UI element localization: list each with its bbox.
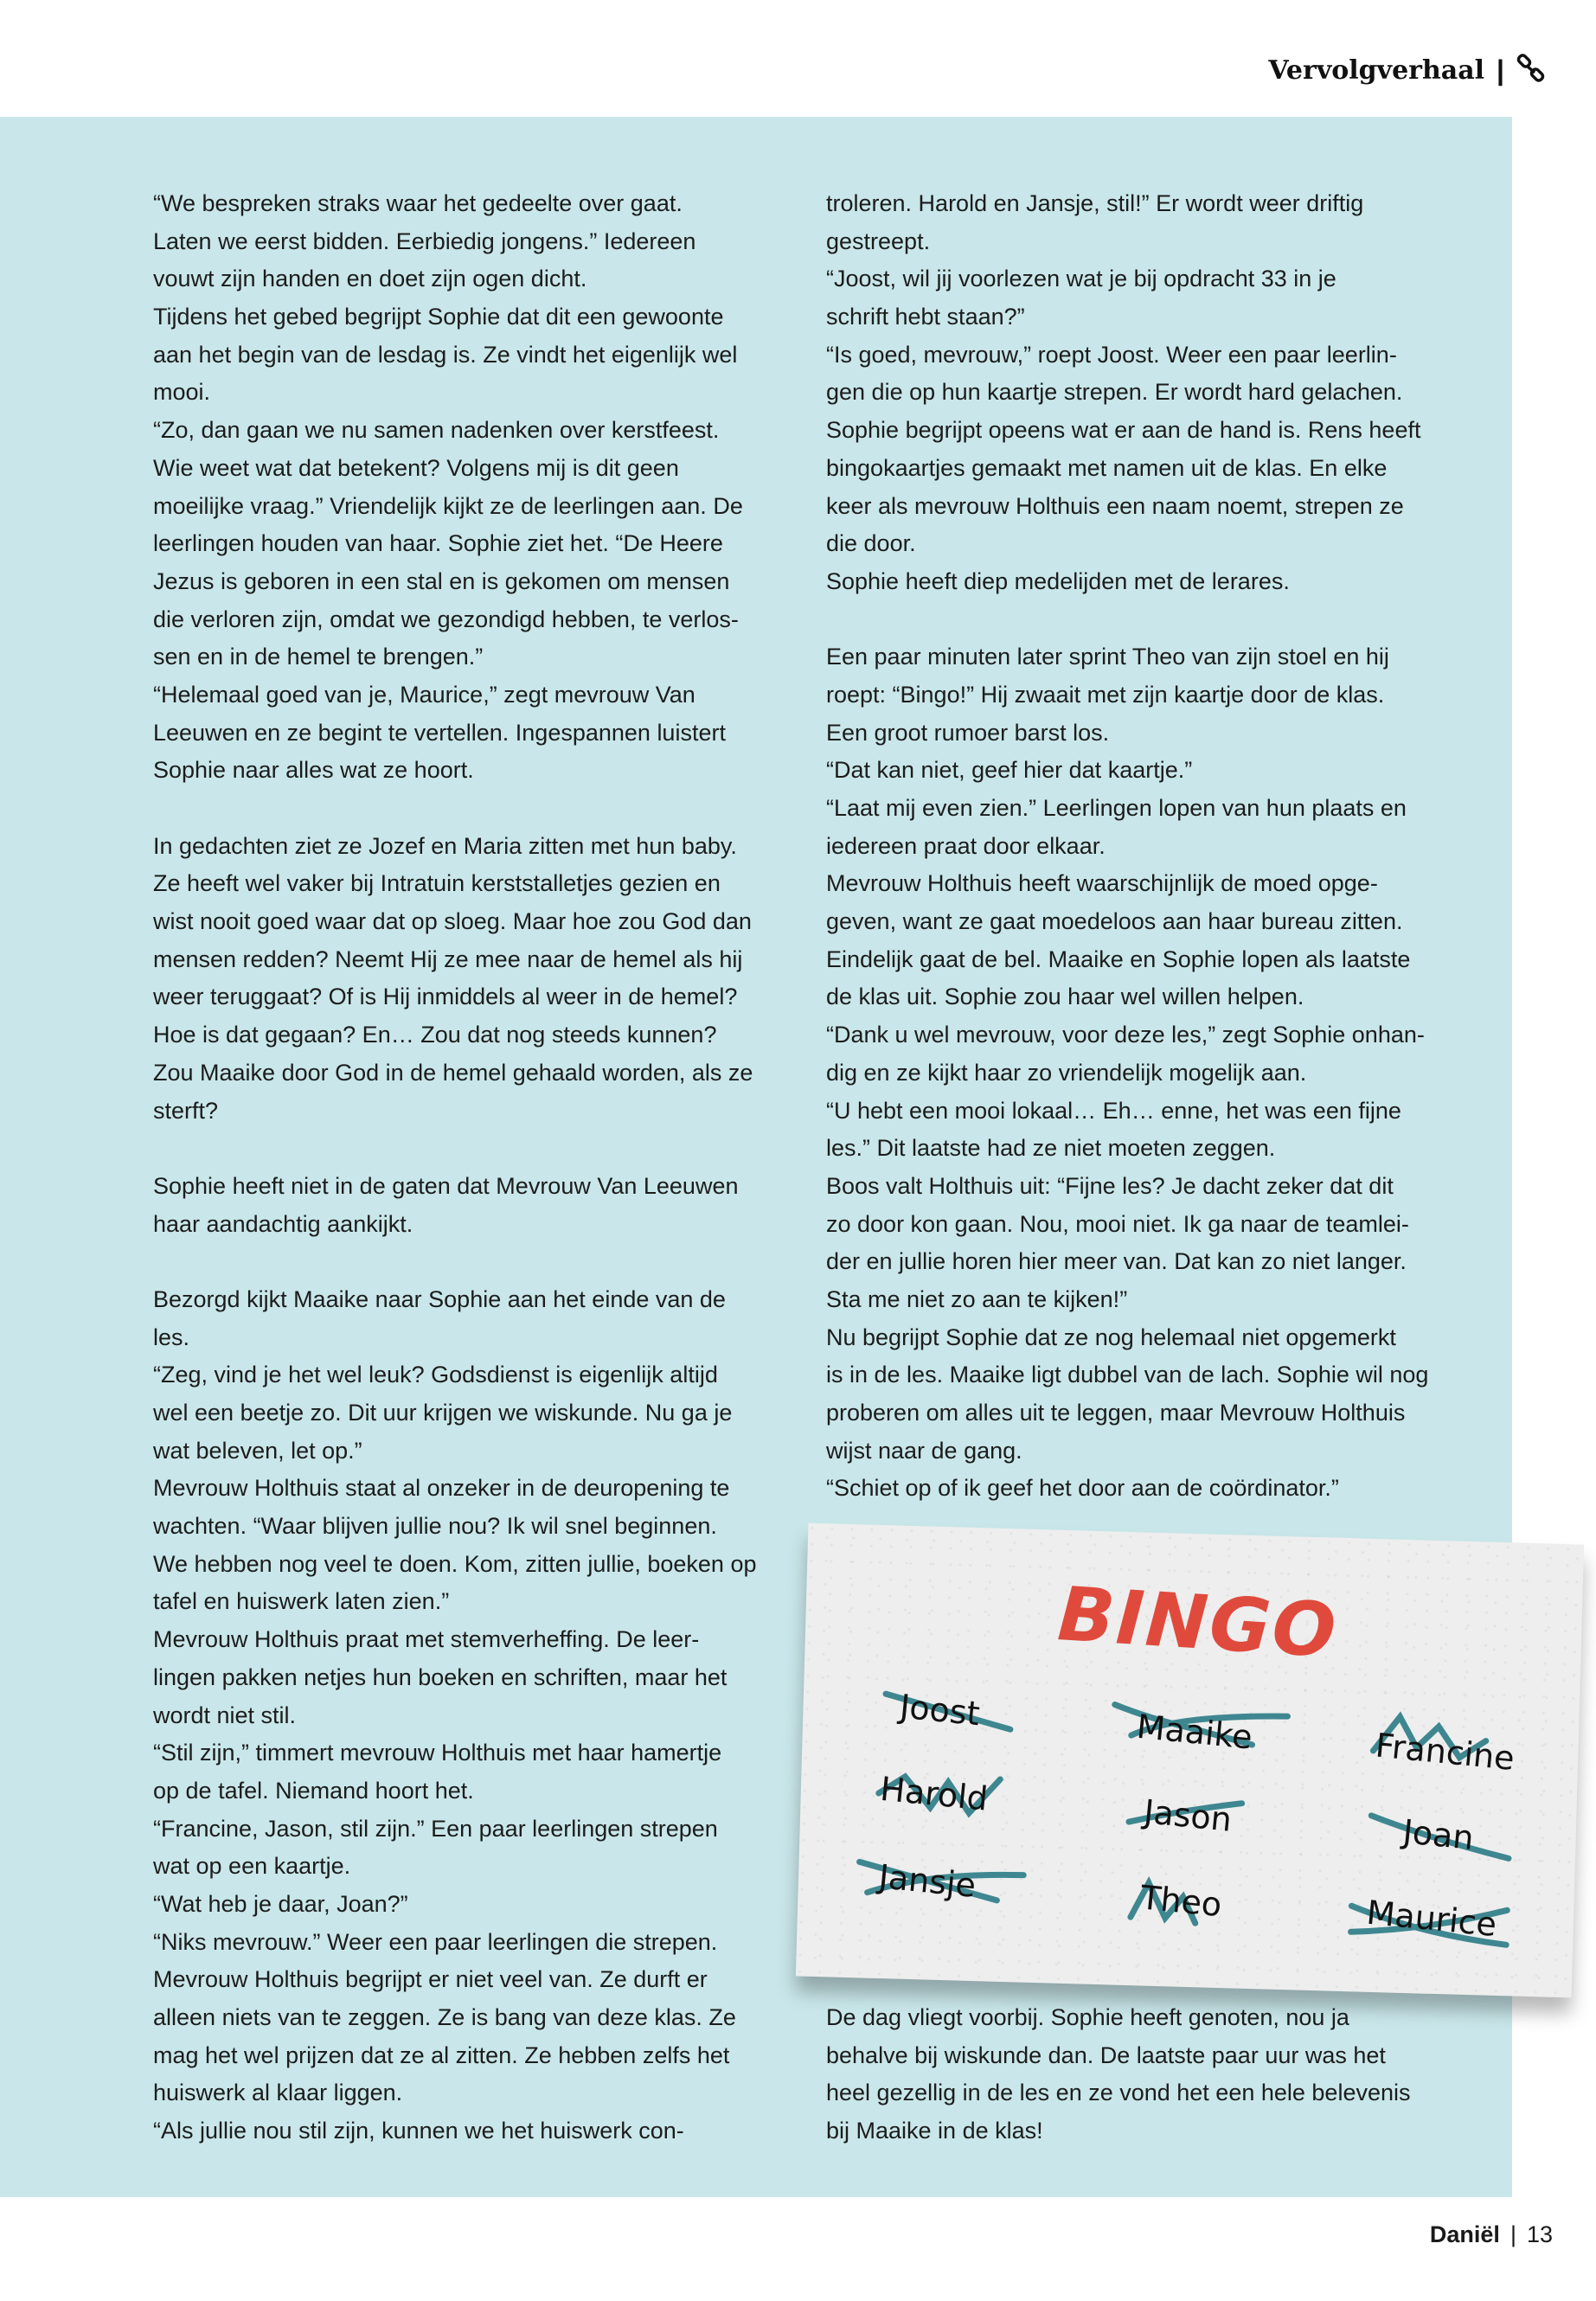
- text-line: [826, 601, 1428, 639]
- text-line: Sophie heeft diep medelijden met de lerares.: [826, 567, 1290, 594]
- page-header: [1268, 54, 1546, 87]
- text-line: “Zo, dan gaan we nu samen nadenken over kerstfeest.: [153, 417, 720, 444]
- text-line: proberen om alles uit te leggen, maar Mevrouw Holthuis: [826, 1400, 1406, 1426]
- text-line: keer als mevrouw Holthuis een naam noemt, strepen ze: [826, 492, 1404, 519]
- bingo-name: Joost: [898, 1687, 982, 1734]
- text-line: leerlingen houden van haar. Sophie ziet het. “De Heere: [153, 530, 723, 557]
- text-line: is in de les. Maaike ligt dubbel van de lach. Sophie wil nog: [826, 1362, 1429, 1388]
- text-line: Eindelijk gaat de bel. Maaike en Sophie lopen als laatste: [826, 945, 1411, 972]
- bingo-name: Jansje: [876, 1857, 978, 1905]
- text-line: huiswerk al klaar liggen.: [153, 2080, 403, 2106]
- text-line: [153, 790, 756, 828]
- text-line: zo door kon gaan. Nou, mooi niet. Ik ga naar de teamlei-: [826, 1210, 1409, 1237]
- bingo-name: Francine: [1374, 1726, 1516, 1778]
- left-column-text: [153, 185, 756, 2150]
- page-footer: [1430, 2221, 1553, 2248]
- bingo-name: Theo: [1138, 1878, 1224, 1925]
- footer-separator: |: [1509, 2221, 1516, 2247]
- header-separator: |: [1497, 54, 1504, 86]
- text-line: Jezus is geboren in een stal en is gekomen om mensen: [153, 567, 730, 594]
- text-line: sen en in de hemel te brengen.”: [153, 644, 484, 670]
- text-line: “Niks mevrouw.” Weer een paar leerlingen die strepen.: [153, 1928, 718, 1955]
- text-line: bingokaartjes gemaakt met namen uit de klas. En elke: [826, 454, 1388, 481]
- text-line: “Wat heb je daar, Joan?”: [153, 1890, 408, 1917]
- text-line: Ze heeft wel vaker bij Intratuin kerststalletjes gezien en: [153, 870, 721, 897]
- text-line: sterft?: [153, 1097, 219, 1124]
- bingo-name: Harold: [878, 1769, 990, 1818]
- text-line: wijst naar de gang.: [826, 1437, 1022, 1464]
- text-line: aan het begin van de lesdag is. Ze vindt het eigenlijk wel: [153, 341, 738, 368]
- text-line: “U hebt een mooi lokaal… Eh… enne, het was een fijne: [826, 1097, 1401, 1124]
- text-line: “Stil zijn,” timmert mevrouw Holthuis met haar hamertje: [153, 1740, 722, 1766]
- bingo-name: Joan: [1401, 1812, 1476, 1857]
- text-line: mag het wel prijzen dat ze al zitten. Ze hebben zelfs het: [153, 2041, 730, 2068]
- text-line: “Zeg, vind je het wel leuk? Godsdienst is eigenlijk altijd: [153, 1362, 718, 1388]
- text-line: les.” Dit laatste had ze niet moeten zeggen.: [826, 1135, 1276, 1162]
- text-line: gestreept.: [826, 228, 931, 254]
- text-line: tafel en huiswerk laten zien.”: [153, 1588, 450, 1615]
- text-line: In gedachten ziet ze Jozef en Maria zitten met hun baby.: [153, 832, 737, 859]
- text-line: Boos valt Holthuis uit: “Fijne les? Je dacht zeker dat dit: [826, 1172, 1394, 1199]
- text-line: roept: “Bingo!” Hij zwaait met zijn kaartje door de klas.: [826, 681, 1385, 708]
- text-line: Mevrouw Holthuis staat al onzeker in de deuropening te: [153, 1475, 730, 1502]
- text-line: Wie weet wat dat betekent? Volgens mij is dit geen: [153, 454, 679, 481]
- text-line: behalve bij wiskunde dan. De laatste paar uur was het: [826, 2041, 1386, 2068]
- link-icon: [1516, 54, 1546, 87]
- text-line: les.: [153, 1324, 190, 1350]
- text-line: haar aandachtig aankijkt.: [153, 1210, 413, 1237]
- text-line: wat beleven, let op.”: [153, 1437, 362, 1464]
- text-line: “Als jullie nou stil zijn, kunnen we het huiswerk con-: [153, 2118, 684, 2144]
- text-line: Bezorgd kijkt Maaike naar Sophie aan het einde van de: [153, 1285, 726, 1312]
- text-line: mensen redden? Neemt Hij ze mee naar de hemel als hij: [153, 945, 743, 972]
- text-line: dig en ze kijkt haar zo vriendelijk mogelijk aan.: [826, 1059, 1307, 1086]
- text-line: De dag vliegt voorbij. Sophie heeft genoten, nou ja: [826, 2004, 1349, 2030]
- text-line: Een paar minuten later sprint Theo van zijn stoel en hij: [826, 644, 1389, 670]
- text-line: Nu begrijpt Sophie dat ze nog helemaal niet opgemerkt: [826, 1324, 1396, 1350]
- text-line: Sophie heeft niet in de gaten dat Mevrouw Van Leeuwen: [153, 1172, 739, 1199]
- text-line: gen die op hun kaartje strepen. Er wordt hard gelachen.: [826, 379, 1403, 406]
- text-line: Sophie begrijpt opeens wat er aan de hand is. Rens heeft: [826, 417, 1421, 444]
- text-line: heel gezellig in de les en ze vond het een hele belevenis: [826, 2080, 1411, 2106]
- bingo-card-image: [796, 1523, 1584, 1998]
- text-line: Mevrouw Holthuis praat met stemverheffing. De leer-: [153, 1626, 700, 1653]
- text-line: “Helemaal goed van je, Maurice,” zegt mevrouw Van: [153, 681, 695, 708]
- text-line: Sophie naar alles wat ze hoort.: [153, 757, 474, 784]
- text-line: moeilijke vraag.” Vriendelijk kijkt ze de leerlingen aan. De: [153, 492, 743, 519]
- text-line: Hoe is dat gegaan? En… Zou dat nog steeds kunnen?: [153, 1022, 717, 1048]
- text-line: We hebben nog veel te doen. Kom, zitten jullie, boeken op: [153, 1550, 757, 1577]
- text-line: wachten. “Waar blijven jullie nou? Ik wil snel beginnen.: [153, 1513, 717, 1540]
- right-column-ending-text: [826, 1999, 1411, 2150]
- text-line: op de tafel. Niemand hoort het.: [153, 1777, 474, 1804]
- right-column-text: [826, 185, 1428, 1508]
- text-line: wist nooit goed waar dat op sloeg. Maar hoe zou God dan: [153, 908, 752, 935]
- text-line: vouwt zijn handen en doet zijn ogen dicht.: [153, 266, 587, 292]
- text-line: die door.: [826, 530, 916, 557]
- text-line: Mevrouw Holthuis heeft waarschijnlijk de moed opge-: [826, 870, 1378, 897]
- text-line: “We bespreken straks waar het gedeelte over gaat.: [153, 190, 683, 216]
- text-line: troleren. Harold en Jansje, stil!” Er wordt weer driftig: [826, 190, 1364, 216]
- text-line: wat op een kaartje.: [153, 1853, 351, 1880]
- text-line: Tijdens het gebed begrijpt Sophie dat dit een gewoonte: [153, 304, 724, 330]
- text-line: Een groot rumoer barst los.: [826, 719, 1110, 746]
- text-line: schrift hebt staan?”: [826, 304, 1025, 330]
- text-line: “Joost, wil jij voorlezen wat je bij opdracht 33 in je: [826, 266, 1336, 292]
- text-line: iedereen praat door elkaar.: [826, 832, 1106, 859]
- bingo-name: Maurice: [1364, 1893, 1499, 1945]
- text-line: “Laat mij even zien.” Leerlingen lopen van hun plaats en: [826, 795, 1407, 821]
- text-line: Laten we eerst bidden. Eerbiedig jongens.” Iedereen: [153, 228, 696, 254]
- text-line: [153, 1130, 756, 1168]
- text-line: Zou Maaike door God in de hemel gehaald worden, als ze: [153, 1059, 753, 1086]
- text-line: Sta me niet zo aan te kijken!”: [826, 1285, 1128, 1312]
- text-line: wordt niet stil.: [153, 1702, 297, 1728]
- bingo-name: Maaike: [1135, 1707, 1254, 1757]
- text-line: die verloren zijn, omdat we gezondigd hebben, te verlos-: [153, 606, 739, 632]
- text-line: de klas uit. Sophie zou haar wel willen helpen.: [826, 984, 1304, 1010]
- text-line: “Dat kan niet, geef hier dat kaartje.”: [826, 757, 1193, 784]
- text-line: bij Maaike in de klas!: [826, 2118, 1043, 2144]
- text-line: geven, want ze gaat moedeloos aan haar bureau zitten.: [826, 908, 1403, 935]
- text-line: lingen pakken netjes hun boeken en schriften, maar het: [153, 1663, 727, 1690]
- text-line: wel een beetje zo. Dit uur krijgen we wiskunde. Nu ga je: [153, 1400, 733, 1426]
- text-line: “Schiet op of ik geef het door aan de coördinator.”: [826, 1475, 1339, 1502]
- section-title: Vervolgverhaal: [1268, 55, 1485, 86]
- bingo-title: BINGO: [1055, 1571, 1340, 1676]
- bingo-name: Jason: [1142, 1792, 1234, 1839]
- text-line: mooi.: [153, 379, 211, 406]
- text-line: “Dank u wel mevrouw, voor deze les,” zegt Sophie onhan-: [826, 1022, 1425, 1048]
- text-line: [153, 1243, 756, 1281]
- magazine-name: Daniël: [1429, 2221, 1500, 2247]
- text-line: der en jullie horen hier meer van. Dat kan zo niet langer.: [826, 1248, 1407, 1275]
- page-number: 13: [1526, 2221, 1553, 2247]
- text-line: Leeuwen en ze begint te vertellen. Ingespannen luistert: [153, 719, 726, 746]
- text-line: “Francine, Jason, stil zijn.” Een paar leerlingen strepen: [153, 1815, 718, 1842]
- text-line: alleen niets van te zeggen. Ze is bang van deze klas. Ze: [153, 2004, 736, 2030]
- text-line: “Is goed, mevrouw,” roept Joost. Weer een paar leerlin-: [826, 341, 1397, 368]
- text-line: weer teruggaat? Of is Hij inmiddels al weer in de hemel?: [153, 984, 738, 1010]
- text-line: Mevrouw Holthuis begrijpt er niet veel van. Ze durft er: [153, 1966, 708, 1993]
